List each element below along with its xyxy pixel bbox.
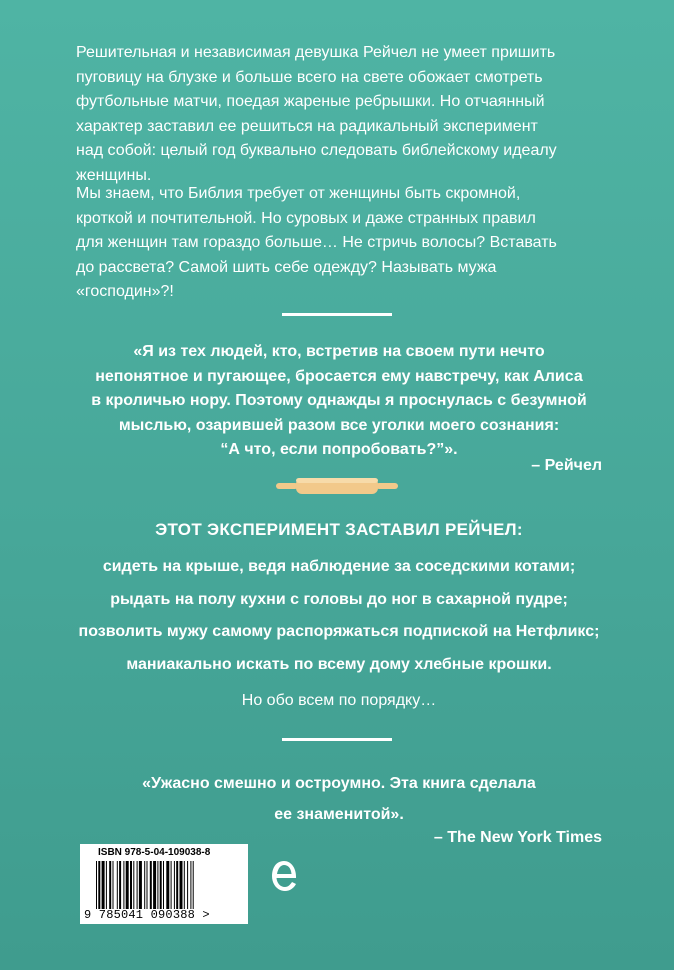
experiment-item: сидеть на крыше, ведя наблюдение за соседскими котами; xyxy=(102,558,576,575)
barcode-bar xyxy=(180,861,183,909)
barcode-bar xyxy=(150,861,152,909)
barcode-bar xyxy=(174,861,175,909)
text-line: пуговицу на блузке и больше всего на свете обожает смотреть xyxy=(76,68,543,86)
barcode-bar xyxy=(157,861,158,909)
barcode-bar xyxy=(117,861,118,909)
rolling-pin-icon xyxy=(274,475,400,497)
barcode-bar xyxy=(153,861,156,909)
barcode-bar xyxy=(184,861,185,909)
divider-bottom xyxy=(282,738,392,741)
isbn-label: ISBN 978-5-04-109038-8 xyxy=(98,847,211,858)
quote-line: мыслью, озарившей разом все уголки моего сознания: xyxy=(118,416,560,434)
experiment-closing: Но обо всем по порядку… xyxy=(241,692,437,709)
barcode-bar xyxy=(193,861,194,909)
review-line: ее знаменитой». xyxy=(274,806,404,823)
text-line: Мы знаем, что Библия требует от женщины быть скромной, xyxy=(76,185,521,202)
barcode-bar xyxy=(190,861,191,909)
barcode-bar xyxy=(171,861,172,909)
quote-attribution: – Рейчел xyxy=(531,457,602,474)
barcode-bar xyxy=(176,861,178,909)
barcode-bar xyxy=(137,861,138,909)
divider-top xyxy=(282,313,392,316)
barcode-bar xyxy=(96,861,97,909)
barcode-bar xyxy=(139,861,142,909)
text-line: женщины. xyxy=(76,166,152,184)
text-line: над собой: целый год буквально следовать библейскому идеалу xyxy=(76,142,557,159)
author-quote xyxy=(76,340,602,463)
barcode-bar xyxy=(163,861,164,909)
experiment-heading: ЭТОТ ЭКСПЕРИМЕНТ ЗАСТАВИЛ РЕЙЧЕЛ: xyxy=(155,520,523,539)
barcode-bar xyxy=(133,861,134,909)
text-line: характер заставил ее решиться на радикальный эксперимент xyxy=(76,117,538,135)
review-attribution: – The New York Times xyxy=(433,829,602,846)
review-line: «Ужасно смешно и остроумно. Эта книга сделала xyxy=(142,775,536,792)
barcode-bar xyxy=(130,861,132,909)
text-line: футбольные матчи, поедая жареные ребрышки. Но отчаянный xyxy=(76,93,545,110)
barcode-bar xyxy=(98,861,100,909)
text-line: для женщин там гораздо больше… Не стричь волосы? Вставать xyxy=(76,234,557,251)
quote-line: в кроличью нору. Поэтому однажды я проснулась с безумной xyxy=(91,392,587,409)
barcode-bar xyxy=(187,861,188,909)
barcode-bar xyxy=(119,861,121,909)
eksmo-logo-icon xyxy=(270,858,298,894)
barcode-bar xyxy=(147,861,148,909)
text-line: кроткой и почтительной. Но суровых и даже странных правил xyxy=(76,209,536,227)
barcode-bar xyxy=(102,861,105,909)
barcode-bar xyxy=(144,861,145,909)
barcode-digits: 9 785041 090388 > xyxy=(84,908,210,922)
barcode-bar xyxy=(113,861,114,909)
barcode-bar xyxy=(106,861,107,909)
isbn-barcode xyxy=(80,844,248,924)
quote-line: “А что, если попробовать?”». xyxy=(220,441,458,458)
barcode-bar xyxy=(109,861,111,909)
experiment-item: рыдать на полу кухни с головы до ног в сахарной пудре; xyxy=(110,591,568,608)
text-line: Решительная и независимая девушка Рейчел не умеет пришить xyxy=(76,44,556,61)
text-line: до рассвета? Самой шить себе одежду? Называть мужа xyxy=(76,258,497,276)
review-quote xyxy=(76,768,602,830)
quote-line: «Я из тех людей, кто, встретив на своем пути нечто xyxy=(133,343,545,360)
barcode-bar xyxy=(126,861,129,909)
quote-line: непонятное и пугающее, бросается ему навстречу, как Алиса xyxy=(95,367,583,385)
barcode-bar xyxy=(123,861,124,909)
text-line: «господин»?! xyxy=(76,283,174,300)
experiment-item: позволить мужу самому распоряжаться подпиской на Нетфликс; xyxy=(78,623,600,640)
intro-paragraph-2 xyxy=(76,182,602,305)
barcode-bars xyxy=(96,861,232,909)
intro-paragraph-1 xyxy=(76,41,602,188)
experiment-item: маниакально искать по всему дому хлебные крошки. xyxy=(126,656,552,673)
barcode-bar xyxy=(166,861,169,909)
barcode-bar xyxy=(160,861,162,909)
